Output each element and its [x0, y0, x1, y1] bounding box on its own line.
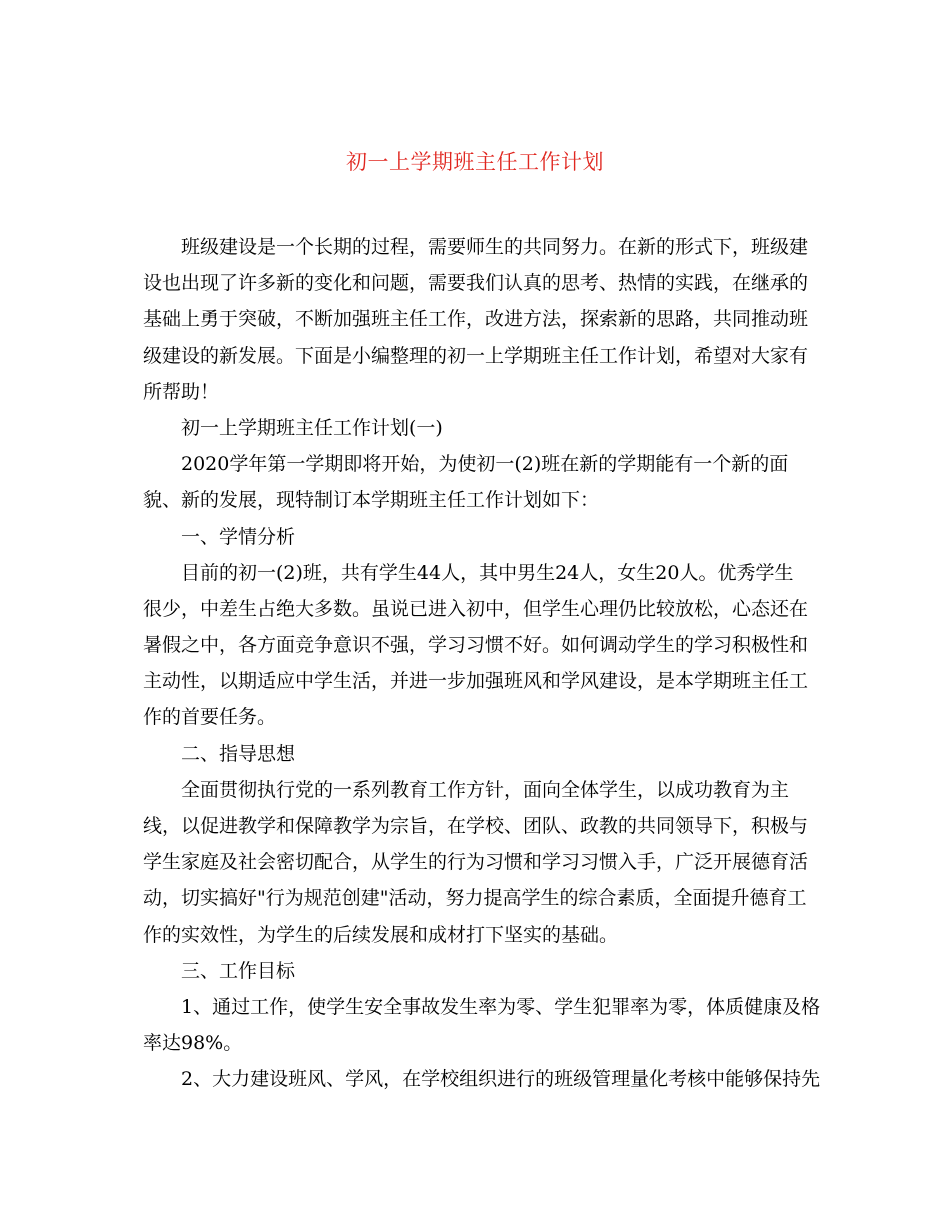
section-heading: 三、工作目标: [181, 959, 296, 982]
text-line: 全面贯彻执行党的一系列教育工作方针，面向全体学生，以成功教育为主: [181, 778, 790, 801]
document-title: 初一上学期班主任工作计划: [346, 150, 604, 174]
text-line: 作的实效性，为学生的后续发展和成材打下坚实的基础。: [143, 923, 619, 946]
section-heading: 二、指导思想: [181, 742, 296, 765]
text-line: 很少，中差生占绝大多数。虽说已进入初中，但学生心理仍比较放松，心态还在: [143, 597, 809, 620]
text-line: 作的首要任务。: [143, 706, 277, 729]
text-line: 级建设的新发展。下面是小编整理的初一上学期班主任工作计划，希望对大家有: [143, 344, 809, 367]
text-line: 暑假之中，各方面竞争意识不强，学习习惯不好。如何调动学生的学习积极性和: [143, 634, 809, 657]
document-body: [143, 229, 821, 1098]
section-heading: 一、学情分析: [181, 525, 296, 548]
text-line: 动，切实搞好"行为规范创建"活动，努力提高学生的综合素质，全面提升德育工: [143, 887, 807, 910]
text-line: 基础上勇于突破，不断加强班主任工作，改进方法，探索新的思路，共同推动班: [143, 308, 809, 331]
text-line: 所帮助！: [143, 380, 220, 403]
text-line: 率达98%。: [143, 1032, 243, 1055]
text-line: 线，以促进教学和保障教学为宗旨，在学校、团队、政教的共同领导下，积极与: [143, 815, 809, 837]
text-line: 2020学年第一学期即将开始，为使初一(2)班在新的学期能有一个新的面: [181, 453, 789, 476]
section-heading: 初一上学期班主任工作计划(一): [181, 416, 443, 439]
text-line: 设也出现了许多新的变化和问题，需要我们认真的思考、热情的实践，在继承的: [143, 272, 809, 295]
text-line: 主动性，以期适应中学生活，并进一步加强班风和学风建设，是本学期班主任工: [143, 670, 809, 693]
text-line: 1、通过工作，使学生安全事故发生率为零、学生犯罪率为零，体质健康及格: [181, 995, 821, 1018]
text-line: 貌、新的发展，现特制订本学期班主任工作计划如下：: [143, 489, 600, 512]
text-line: 学生家庭及社会密切配合，从学生的行为习惯和学习习惯入手，广泛开展德育活: [143, 851, 809, 874]
text-line: 班级建设是一个长期的过程，需要师生的共同努力。在新的形式下，班级建: [181, 236, 809, 258]
text-line: 2、大力建设班风、学风，在学校组织进行的班级管理量化考核中能够保持先: [181, 1068, 821, 1091]
text-line: 目前的初一(2)班，共有学生44人，其中男生24人，女生20人。优秀学生: [181, 561, 794, 584]
